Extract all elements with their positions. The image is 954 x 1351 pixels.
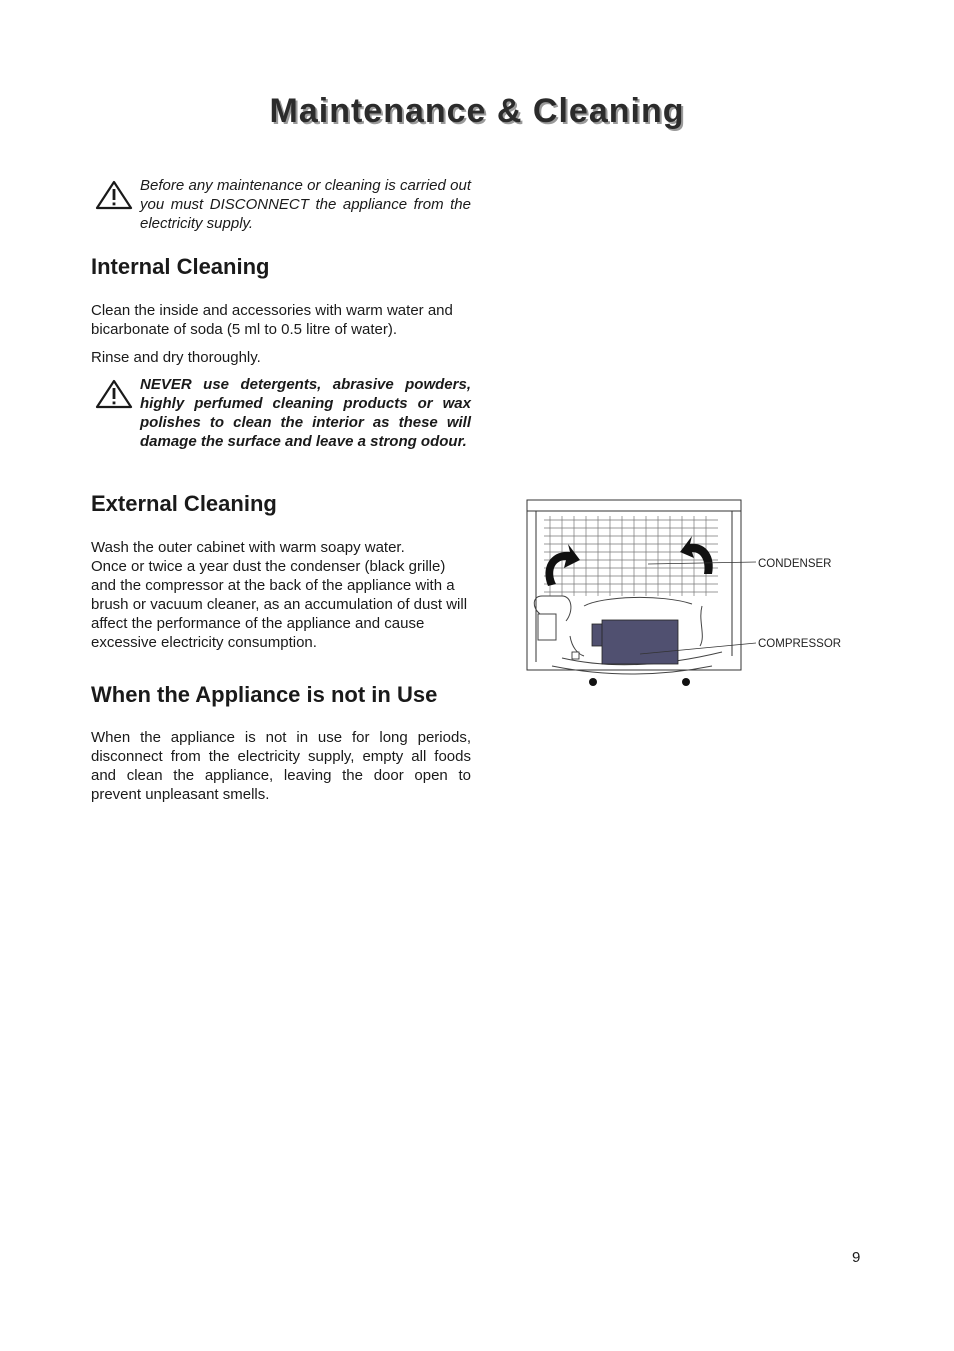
- page-number: 9: [852, 1249, 861, 1266]
- foot-right: [682, 678, 690, 686]
- condenser-label: CONDENSER: [758, 558, 832, 570]
- internal-cleaning-heading: Internal Cleaning: [91, 254, 270, 279]
- airflow-arrow-left-icon: [545, 544, 580, 586]
- not-in-use-text: When the appliance is not in use for long periods, disconnect from the electricity supply, empty all foods and clean the appliance, leaving the door open to prevent unpleasant smells.: [91, 729, 471, 803]
- detergent-warning: [91, 375, 471, 451]
- internal-cleaning-text: Clean the inside and accessories with warm water and bicarbonate of soda (5 ml to 0.5 litre of water).: [91, 302, 453, 338]
- warning-triangle-icon: [95, 379, 133, 409]
- not-in-use-heading: When the Appliance is not in Use: [91, 682, 438, 707]
- external-cleaning-line-2: Once or twice a year dust the condenser (black grille) and the compressor at the back of the appliance with a brush or vacuum cleaner, as an accumulation of dust will affect the performance of the appliance and cause excessive electricity consumption.: [91, 558, 468, 651]
- rinse-text: Rinse and dry thoroughly.: [91, 349, 261, 366]
- external-cleaning-heading: External Cleaning: [91, 491, 277, 516]
- disconnect-warning-text: Before any maintenance or cleaning is carried out you must DISCONNECT the appliance from the electricity supply.: [140, 177, 471, 232]
- warning-triangle-icon: [95, 180, 133, 210]
- foot-left: [589, 678, 597, 686]
- compressor: [592, 620, 678, 664]
- appliance-rear-diagram: [522, 496, 854, 692]
- condenser-leader-line: [648, 562, 756, 564]
- compressor-label: COMPRESSOR: [758, 638, 842, 650]
- detergent-warning-text: NEVER use detergents, abrasive powders, highly perfumed cleaning products or wax polishes to clean the interior as these will damage the surface and leave a strong odour.: [140, 376, 471, 450]
- relay-box: [572, 652, 579, 659]
- external-cleaning-text: [91, 538, 471, 652]
- page-title: Maintenance & Cleaning: [269, 92, 685, 130]
- external-cleaning-line-1: Wash the outer cabinet with warm soapy water.: [91, 539, 405, 556]
- disconnect-warning: [91, 176, 471, 233]
